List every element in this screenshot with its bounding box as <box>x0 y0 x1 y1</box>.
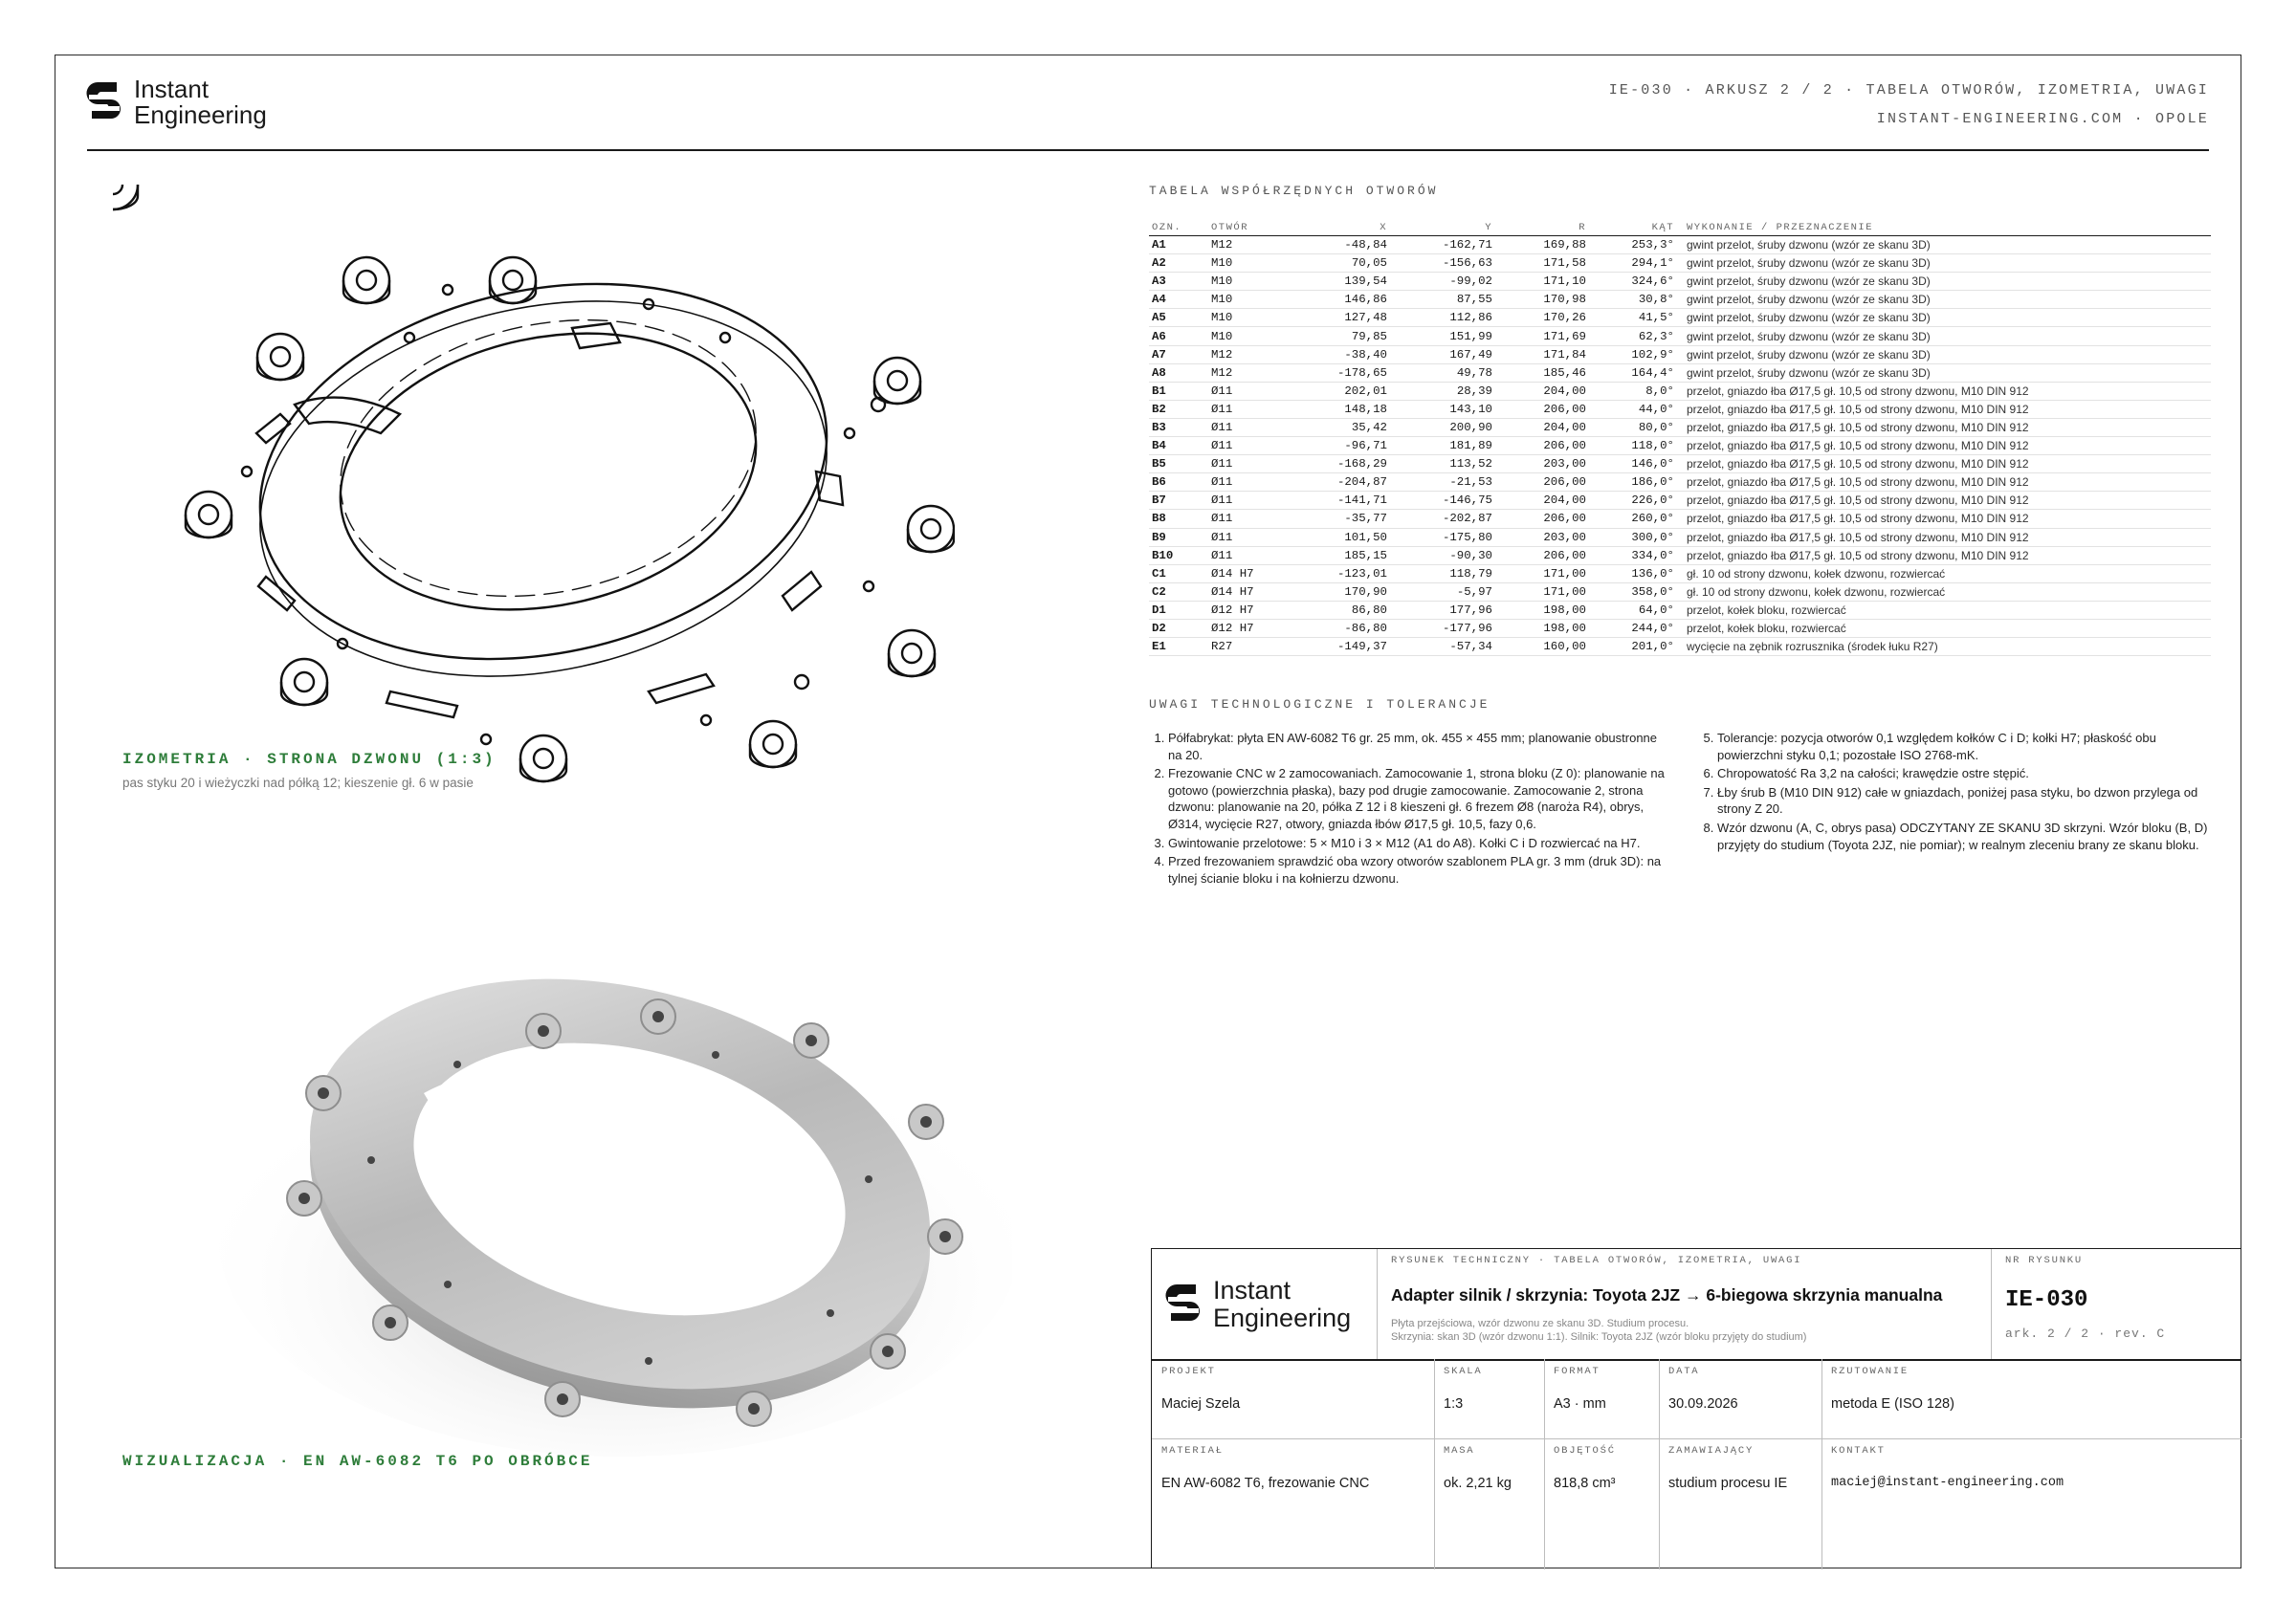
drawing-type-label: RYSUNEK TECHNICZNY · TABELA OTWORÓW, IZOMETRIA, UWAGI <box>1391 1255 1802 1266</box>
render-caption: WIZUALIZACJA · EN AW-6082 T6 PO OBRÓBCE <box>122 1453 593 1470</box>
field-label: OBJĘTOŚĆ <box>1554 1445 1616 1457</box>
table-cell: -96,71 <box>1283 437 1390 455</box>
table-cell: Ø11 <box>1208 437 1283 455</box>
table-cell: 70,05 <box>1283 254 1390 273</box>
title-block-field <box>1444 1445 1540 1491</box>
table-cell: -57,34 <box>1390 638 1495 656</box>
table-cell: 334,0° <box>1589 546 1677 564</box>
table-cell: 226,0° <box>1589 492 1677 510</box>
table-cell: Ø11 <box>1208 418 1283 436</box>
title-block-field <box>1831 1445 2239 1490</box>
table-cell: gł. 10 od strony dzwonu, kołek dzwonu, rozwiercać <box>1677 564 2211 582</box>
table-cell: 294,1° <box>1589 254 1677 273</box>
col-header: WYKONANIE / PRZEZNACZENIE <box>1677 221 2211 236</box>
table-cell: 203,00 <box>1495 455 1589 473</box>
table-cell: A6 <box>1149 327 1208 345</box>
table-cell: A3 <box>1149 273 1208 291</box>
table-cell: M10 <box>1208 327 1283 345</box>
table-cell: 201,0° <box>1589 638 1677 656</box>
table-cell: -5,97 <box>1390 582 1495 601</box>
table-cell: D1 <box>1149 601 1208 619</box>
table-cell: A2 <box>1149 254 1208 273</box>
table-cell: 171,00 <box>1495 564 1589 582</box>
table-cell: 102,9° <box>1589 345 1677 363</box>
table-cell: gwint przelot, śruby dzwonu (wzór ze skanu 3D) <box>1677 254 2211 273</box>
table-row <box>1149 546 2211 564</box>
table-cell: 204,00 <box>1495 418 1589 436</box>
table-cell: gwint przelot, śruby dzwonu (wzór ze skanu 3D) <box>1677 291 2211 309</box>
table-cell: 185,46 <box>1495 363 1589 382</box>
drawing-title: Adapter silnik / skrzynia: Toyota 2JZ → 6-biegowa skrzynia manualna <box>1391 1285 1943 1305</box>
table-cell: M10 <box>1208 291 1283 309</box>
title-block-field <box>1554 1445 1655 1491</box>
table-cell: -204,87 <box>1283 473 1390 492</box>
table-cell: 80,0° <box>1589 418 1677 436</box>
table-cell: 148,18 <box>1283 400 1390 418</box>
table-cell: 206,00 <box>1495 473 1589 492</box>
table-cell: 170,90 <box>1283 582 1390 601</box>
table-row <box>1149 418 2211 436</box>
table-cell: 198,00 <box>1495 619 1589 637</box>
isometric-caption: IZOMETRIA · STRONA DZWONU (1:3) <box>122 751 497 768</box>
header-divider <box>87 149 2209 151</box>
table-cell: C1 <box>1149 564 1208 582</box>
brand-line2: Engineering <box>134 100 267 129</box>
table-cell: Ø11 <box>1208 382 1283 400</box>
table-cell: 136,0° <box>1589 564 1677 582</box>
table-cell: M10 <box>1208 309 1283 327</box>
table-cell: -156,63 <box>1390 254 1495 273</box>
field-label: RZUTOWANIE <box>1831 1366 1910 1377</box>
table-cell: 167,49 <box>1390 345 1495 363</box>
table-cell: C2 <box>1149 582 1208 601</box>
drawing-info <box>1391 1255 1984 1344</box>
table-cell: 324,6° <box>1589 273 1677 291</box>
table-cell: 358,0° <box>1589 582 1677 601</box>
drawing-desc-line1: Płyta przejściowa, wzór dzwonu ze skanu 3D. Studium procesu. <box>1391 1318 1689 1329</box>
brand-line1: Instant <box>134 75 210 103</box>
col-header: R <box>1495 221 1589 236</box>
table-row <box>1149 382 2211 400</box>
table-cell: 101,50 <box>1283 528 1390 546</box>
table-cell: A8 <box>1149 363 1208 382</box>
notes-title: UWAGI TECHNOLOGICZNE I TOLERANCJE <box>1149 697 1490 712</box>
table-cell: przelot, gniazdo łba Ø17,5 gł. 10,5 od strony dzwonu, M10 DIN 912 <box>1677 492 2211 510</box>
field-value: 1:3 <box>1444 1396 1464 1412</box>
table-cell: gł. 10 od strony dzwonu, kołek dzwonu, rozwiercać <box>1677 582 2211 601</box>
table-cell: przelot, gniazdo łba Ø17,5 gł. 10,5 od strony dzwonu, M10 DIN 912 <box>1677 473 2211 492</box>
table-cell: 260,0° <box>1589 510 1677 528</box>
table-cell: 8,0° <box>1589 382 1677 400</box>
table-cell: 169,88 <box>1495 236 1589 254</box>
table-cell: A5 <box>1149 309 1208 327</box>
title-block-field <box>1444 1366 1540 1412</box>
table-cell: 170,98 <box>1495 291 1589 309</box>
table-cell: 206,00 <box>1495 437 1589 455</box>
field-label: MASA <box>1444 1445 1475 1457</box>
table-cell: 30,8° <box>1589 291 1677 309</box>
table-cell: -86,80 <box>1283 619 1390 637</box>
field-value: metoda E (ISO 128) <box>1831 1396 1954 1412</box>
note-item: 8. Wzór dzwonu (A, C, obrys pasa) ODCZYTANY ZE SKANU 3D skrzyni. Wzór bloku (B, D) przyjęty do studium (Toyota 2JZ, nie pomiar); w realnym zleceniu brany ze skanu bloku. <box>1717 820 2215 853</box>
table-cell: -123,01 <box>1283 564 1390 582</box>
table-cell: przelot, gniazdo łba Ø17,5 gł. 10,5 od strony dzwonu, M10 DIN 912 <box>1677 400 2211 418</box>
table-cell: -149,37 <box>1283 638 1390 656</box>
table-cell: 198,00 <box>1495 601 1589 619</box>
table-cell: B10 <box>1149 546 1208 564</box>
table-cell: 49,78 <box>1390 363 1495 382</box>
field-value: ok. 2,21 kg <box>1444 1476 1512 1491</box>
table-row <box>1149 273 2211 291</box>
col-header: OTWÓR <box>1208 221 1283 236</box>
field-value: 30.09.2026 <box>1668 1396 1738 1412</box>
table-cell: 35,42 <box>1283 418 1390 436</box>
table-cell: Ø11 <box>1208 473 1283 492</box>
drawing-number-label: NR RYSUNKU <box>2005 1255 2084 1266</box>
table-cell: Ø14 H7 <box>1208 564 1283 582</box>
table-cell: 181,89 <box>1390 437 1495 455</box>
col-header: OZN. <box>1149 221 1208 236</box>
table-cell: -162,71 <box>1390 236 1495 254</box>
table-cell: A7 <box>1149 345 1208 363</box>
table-cell: B8 <box>1149 510 1208 528</box>
field-value: studium procesu IE <box>1668 1476 1788 1491</box>
table-cell: 206,00 <box>1495 400 1589 418</box>
table-cell: 146,86 <box>1283 291 1390 309</box>
note-item: 3. Gwintowanie przelotowe: 5 × M10 i 3 × M12 (A1 do A8). Kołki C i D rozwiercać na H7. <box>1168 835 1666 852</box>
notes-list-left <box>1149 730 1666 887</box>
table-cell: 44,0° <box>1589 400 1677 418</box>
table-cell: 118,0° <box>1589 437 1677 455</box>
field-label: FORMAT <box>1554 1366 1601 1377</box>
table-row <box>1149 327 2211 345</box>
table-cell: przelot, kołek bloku, rozwiercać <box>1677 619 2211 637</box>
header-website: INSTANT-ENGINEERING.COM · OPOLE <box>1876 111 2209 127</box>
title-block-logo <box>1165 1277 1351 1332</box>
drawing-desc-line2: Skrzynia: skan 3D (wzór dzwonu 1:1). Silnik: Toyota 2JZ (wzór bloku przyjęty do studium) <box>1391 1331 1807 1343</box>
table-cell: gwint przelot, śruby dzwonu (wzór ze skanu 3D) <box>1677 327 2211 345</box>
table-cell: 171,69 <box>1495 327 1589 345</box>
table-cell: 127,48 <box>1283 309 1390 327</box>
field-label: MATERIAŁ <box>1161 1445 1224 1457</box>
col-header: X <box>1283 221 1390 236</box>
table-cell: 171,84 <box>1495 345 1589 363</box>
table-cell: -48,84 <box>1283 236 1390 254</box>
table-row <box>1149 291 2211 309</box>
table-cell: -38,40 <box>1283 345 1390 363</box>
table-cell: 200,90 <box>1390 418 1495 436</box>
table-cell: przelot, gniazdo łba Ø17,5 gł. 10,5 od strony dzwonu, M10 DIN 912 <box>1677 510 2211 528</box>
sheet-revision: ark. 2 / 2 · rev. C <box>2005 1327 2166 1341</box>
table-cell: gwint przelot, śruby dzwonu (wzór ze skanu 3D) <box>1677 345 2211 363</box>
table-cell: R27 <box>1208 638 1283 656</box>
table-cell: M12 <box>1208 363 1283 382</box>
field-label: KONTAKT <box>1831 1445 1886 1457</box>
title-block-field <box>1161 1445 1430 1491</box>
table-cell: 86,80 <box>1283 601 1390 619</box>
table-cell: Ø11 <box>1208 528 1283 546</box>
table-row <box>1149 564 2211 582</box>
note-item: 4. Przed frezowaniem sprawdzić oba wzory otworów szablonem PLA gr. 3 mm (druk 3D): na tylnej ścianie bloku i na kołnierzu dzwonu. <box>1168 853 1666 887</box>
table-cell: 113,52 <box>1390 455 1495 473</box>
table-cell: gwint przelot, śruby dzwonu (wzór ze skanu 3D) <box>1677 363 2211 382</box>
table-cell: A1 <box>1149 236 1208 254</box>
table-row <box>1149 363 2211 382</box>
table-cell: -99,02 <box>1390 273 1495 291</box>
table-cell: B6 <box>1149 473 1208 492</box>
coords-table-body <box>1149 236 2211 656</box>
table-cell: 171,10 <box>1495 273 1589 291</box>
table-row <box>1149 601 2211 619</box>
table-cell: 203,00 <box>1495 528 1589 546</box>
field-value: A3 · mm <box>1554 1396 1606 1412</box>
table-cell: przelot, gniazdo łba Ø17,5 gł. 10,5 od strony dzwonu, M10 DIN 912 <box>1677 437 2211 455</box>
table-cell: B5 <box>1149 455 1208 473</box>
table-cell: Ø11 <box>1208 400 1283 418</box>
table-cell: Ø11 <box>1208 492 1283 510</box>
table-cell: B2 <box>1149 400 1208 418</box>
field-label: PROJEKT <box>1161 1366 1216 1377</box>
table-cell: Ø12 H7 <box>1208 619 1283 637</box>
table-cell: przelot, gniazdo łba Ø17,5 gł. 10,5 od strony dzwonu, M10 DIN 912 <box>1677 528 2211 546</box>
table-cell: gwint przelot, śruby dzwonu (wzór ze skanu 3D) <box>1677 273 2211 291</box>
table-row <box>1149 309 2211 327</box>
table-cell: 171,58 <box>1495 254 1589 273</box>
table-cell: -35,77 <box>1283 510 1390 528</box>
table-cell: -202,87 <box>1390 510 1495 528</box>
table-cell: B9 <box>1149 528 1208 546</box>
note-item: 1. Półfabrykat: płyta EN AW-6082 T6 gr. 25 mm, ok. 455 × 455 mm; planowanie obustronne na 20. <box>1168 730 1666 763</box>
note-item: 7. Łby śrub B (M10 DIN 912) całe w gniazdach, poniżej pasa styku, bo dzwon przylega od strony Z 20. <box>1717 784 2215 818</box>
table-row <box>1149 492 2211 510</box>
table-cell: B7 <box>1149 492 1208 510</box>
table-cell: M10 <box>1208 254 1283 273</box>
field-value: Maciej Szela <box>1161 1396 1241 1412</box>
coords-table <box>1149 221 2211 656</box>
table-cell: 300,0° <box>1589 528 1677 546</box>
table-row <box>1149 254 2211 273</box>
note-item: 6. Chropowatość Ra 3,2 na całości; krawędzie ostre stępić. <box>1717 765 2215 782</box>
table-cell: M12 <box>1208 345 1283 363</box>
table-cell: Ø11 <box>1208 510 1283 528</box>
drawing-number-value: IE-030 <box>2005 1287 2088 1313</box>
table-cell: 171,00 <box>1495 582 1589 601</box>
table-cell: 202,01 <box>1283 382 1390 400</box>
table-cell: 177,96 <box>1390 601 1495 619</box>
table-cell: -141,71 <box>1283 492 1390 510</box>
render-visualization <box>218 950 1012 1466</box>
table-cell: przelot, gniazdo łba Ø17,5 gł. 10,5 od strony dzwonu, M10 DIN 912 <box>1677 455 2211 473</box>
title-block-field <box>1554 1366 1655 1412</box>
table-cell: M12 <box>1208 236 1283 254</box>
table-row <box>1149 400 2211 418</box>
table-row <box>1149 528 2211 546</box>
table-cell: D2 <box>1149 619 1208 637</box>
brand-name <box>1213 1277 1351 1332</box>
table-cell: B1 <box>1149 382 1208 400</box>
drawing-description <box>1391 1317 1984 1344</box>
table-cell: E1 <box>1149 638 1208 656</box>
table-cell: wycięcie na zębnik rozrusznika (środek łuku R27) <box>1677 638 2211 656</box>
field-value: 818,8 cm³ <box>1554 1476 1616 1491</box>
table-cell: 143,10 <box>1390 400 1495 418</box>
table-cell: przelot, kołek bloku, rozwiercać <box>1677 601 2211 619</box>
table-cell: -90,30 <box>1390 546 1495 564</box>
field-label: ZAMAWIAJĄCY <box>1668 1445 1755 1457</box>
table-cell: Ø14 H7 <box>1208 582 1283 601</box>
table-cell: Ø11 <box>1208 455 1283 473</box>
brand-name <box>134 77 267 128</box>
table-cell: 186,0° <box>1589 473 1677 492</box>
table-cell: 28,39 <box>1390 382 1495 400</box>
table-row <box>1149 619 2211 637</box>
table-cell: Ø12 H7 <box>1208 601 1283 619</box>
table-cell: przelot, gniazdo łba Ø17,5 gł. 10,5 od strony dzwonu, M10 DIN 912 <box>1677 382 2211 400</box>
notes-right <box>1698 730 2215 855</box>
header-sheet-info: IE-030 · ARKUSZ 2 / 2 · TABELA OTWORÓW, IZOMETRIA, UWAGI <box>1608 82 2209 99</box>
title-block-field <box>1668 1366 1818 1412</box>
table-cell: przelot, gniazdo łba Ø17,5 gł. 10,5 od strony dzwonu, M10 DIN 912 <box>1677 418 2211 436</box>
table-cell: -177,96 <box>1390 619 1495 637</box>
brand-line2: Engineering <box>1213 1304 1352 1332</box>
notes-list-right <box>1698 730 2215 853</box>
table-row <box>1149 582 2211 601</box>
note-item: 2. Frezowanie CNC w 2 zamocowaniach. Zamocowanie 1, strona bloku (Z 0): planowanie na gotowo (powierzchnia płaska), bazy pod drugie zamocowanie. Zamocowanie 2, strona dzwonu: planowanie na 20, półka Z 12 i 8 kieszeni gł. 6 frezem Ø8 (naroża R4), obrys, Ø314, wycięcie R27, otwory, gniazda łbów Ø17,5 gł. 10,5, fazy 0,6. <box>1168 765 1666 832</box>
coords-table-title: TABELA WSPÓŁRZĘDNYCH OTWORÓW <box>1149 184 1439 198</box>
table-cell: 151,99 <box>1390 327 1495 345</box>
brand-line1: Instant <box>1213 1276 1292 1305</box>
table-cell: 206,00 <box>1495 546 1589 564</box>
title-block-field <box>1831 1366 2239 1412</box>
table-cell: 79,85 <box>1283 327 1390 345</box>
table-cell: 87,55 <box>1390 291 1495 309</box>
field-value: maciej@instant-engineering.com <box>1831 1476 2064 1490</box>
table-cell: gwint przelot, śruby dzwonu (wzór ze skanu 3D) <box>1677 309 2211 327</box>
table-cell: 185,15 <box>1283 546 1390 564</box>
table-row <box>1149 510 2211 528</box>
table-row <box>1149 638 2211 656</box>
brand-logo <box>86 77 267 128</box>
table-row <box>1149 437 2211 455</box>
header-info <box>1609 77 2209 134</box>
table-cell: 146,0° <box>1589 455 1677 473</box>
brand-mark-icon <box>1165 1281 1202 1328</box>
table-cell: 41,5° <box>1589 309 1677 327</box>
isometric-drawing <box>113 185 955 797</box>
col-header: Y <box>1390 221 1495 236</box>
table-cell: B4 <box>1149 437 1208 455</box>
field-label: SKALA <box>1444 1366 1483 1377</box>
table-cell: 206,00 <box>1495 510 1589 528</box>
isometric-subcaption: pas styku 20 i wieżyczki nad półką 12; kieszenie gł. 6 w pasie <box>122 776 474 790</box>
table-cell: 204,00 <box>1495 382 1589 400</box>
table-cell: -168,29 <box>1283 455 1390 473</box>
title-block <box>1151 1248 2241 1568</box>
table-cell: przelot, gniazdo łba Ø17,5 gł. 10,5 od strony dzwonu, M10 DIN 912 <box>1677 546 2211 564</box>
table-row <box>1149 236 2211 254</box>
note-item: 5. Tolerancje: pozycja otworów 0,1 względem kołków C i D; kołki H7; płaskość obu powierzchni styku 0,1; pozostałe ISO 2768-mK. <box>1717 730 2215 763</box>
table-cell: A4 <box>1149 291 1208 309</box>
table-cell: Ø11 <box>1208 546 1283 564</box>
table-cell: 62,3° <box>1589 327 1677 345</box>
table-cell: 160,00 <box>1495 638 1589 656</box>
table-cell: 112,86 <box>1390 309 1495 327</box>
coords-table-header-row <box>1149 221 2211 236</box>
table-cell: 64,0° <box>1589 601 1677 619</box>
table-cell: 139,54 <box>1283 273 1390 291</box>
col-header: KĄT <box>1589 221 1677 236</box>
brand-mark-icon <box>86 78 122 126</box>
table-cell: -21,53 <box>1390 473 1495 492</box>
table-cell: -178,65 <box>1283 363 1390 382</box>
table-cell: gwint przelot, śruby dzwonu (wzór ze skanu 3D) <box>1677 236 2211 254</box>
drawing-number <box>2005 1255 2235 1341</box>
table-cell: 118,79 <box>1390 564 1495 582</box>
field-value: EN AW-6082 T6, frezowanie CNC <box>1161 1476 1370 1491</box>
table-row <box>1149 345 2211 363</box>
field-label: DATA <box>1668 1366 1700 1377</box>
table-cell: 170,26 <box>1495 309 1589 327</box>
table-cell: 253,3° <box>1589 236 1677 254</box>
table-cell: -175,80 <box>1390 528 1495 546</box>
notes-left <box>1149 730 1666 888</box>
title-block-field <box>1161 1366 1430 1412</box>
table-row <box>1149 455 2211 473</box>
table-cell: 164,4° <box>1589 363 1677 382</box>
table-cell: M10 <box>1208 273 1283 291</box>
table-cell: -146,75 <box>1390 492 1495 510</box>
table-cell: B3 <box>1149 418 1208 436</box>
table-cell: 204,00 <box>1495 492 1589 510</box>
title-block-field <box>1668 1445 1818 1491</box>
table-row <box>1149 473 2211 492</box>
table-cell: 244,0° <box>1589 619 1677 637</box>
